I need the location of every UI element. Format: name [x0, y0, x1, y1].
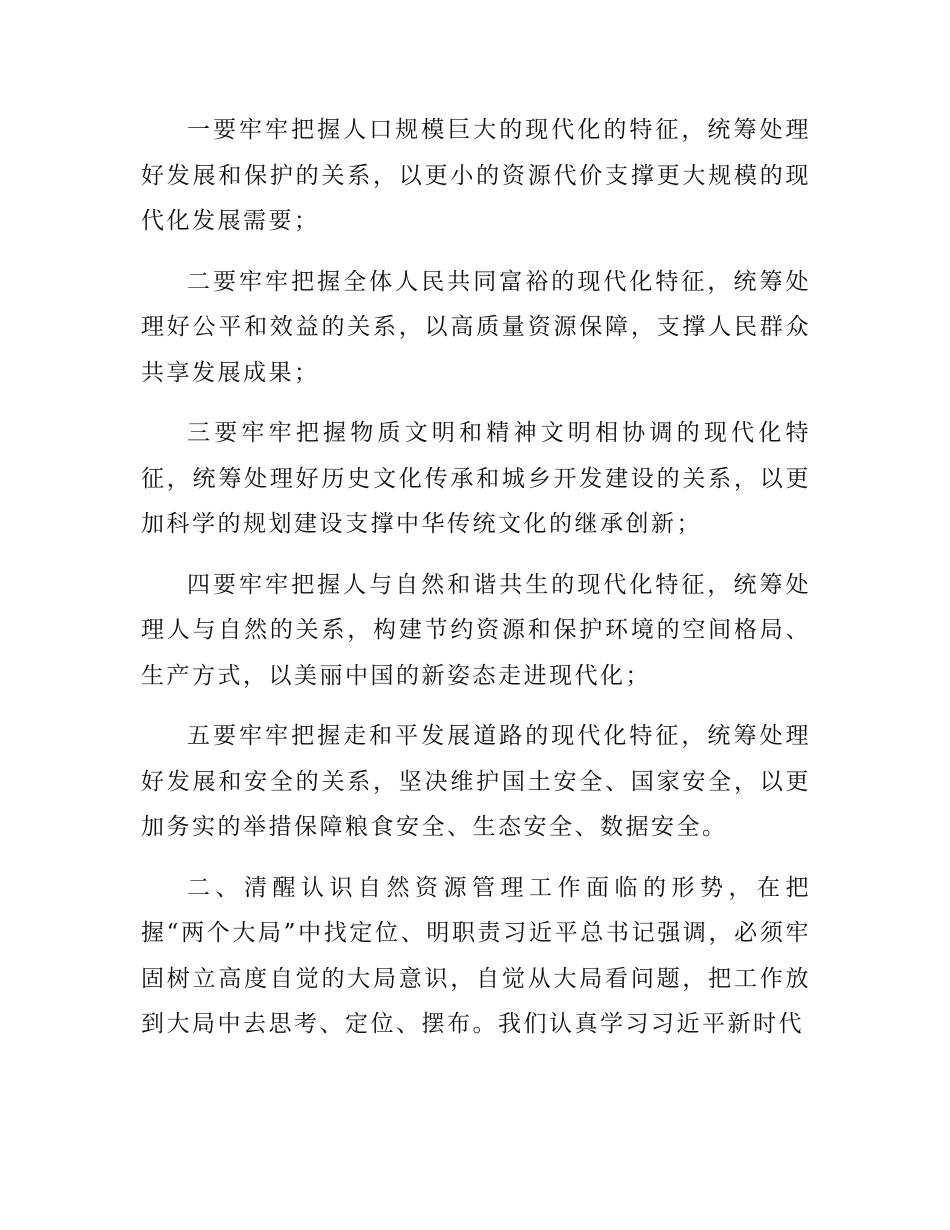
- paragraph-5: 五要牢牢把握走和平发展道路的现代化特征，统筹处理好发展和安全的关系，坚决维护国土安全、国家安全，以更加务实的举措保障粮食安全、生态安全、数据安全。: [141, 723, 811, 840]
- paragraph-6: 二、清醒认识自然资源管理工作面临的形势，在把握“两个大局”中找定位、明职责习近平总书记强调，必须牢固树立高度自觉的大局意识，自觉从大局看问题，把工作放到大局中去思考、定位、摆布。我们认真学习习近平新时代: [141, 874, 811, 1037]
- paragraph-1: 一要牢牢把握人口规模巨大的现代化的特征，统筹处理好发展和保护的关系，以更小的资源代价支撑更大规模的现代化发展需要；: [141, 117, 811, 234]
- document-body: [141, 108, 811, 1063]
- paragraph-3: 三要牢牢把握物质文明和精神文明相协调的现代化特征，统筹处理好历史文化传承和城乡开发建设的关系，以更加科学的规划建设支撑中华传统文化的继承创新；: [141, 420, 811, 537]
- paragraph-2: 二要牢牢把握全体人民共同富裕的现代化特征，统筹处理好公平和效益的关系，以高质量资源保障，支撑人民群众共享发展成果；: [141, 268, 811, 386]
- paragraph-4: 四要牢牢把握人与自然和谐共生的现代化特征，统筹处理人与自然的关系，构建节约资源和保护环境的空间格局、生产方式，以美丽中国的新姿态走进现代化；: [141, 571, 811, 689]
